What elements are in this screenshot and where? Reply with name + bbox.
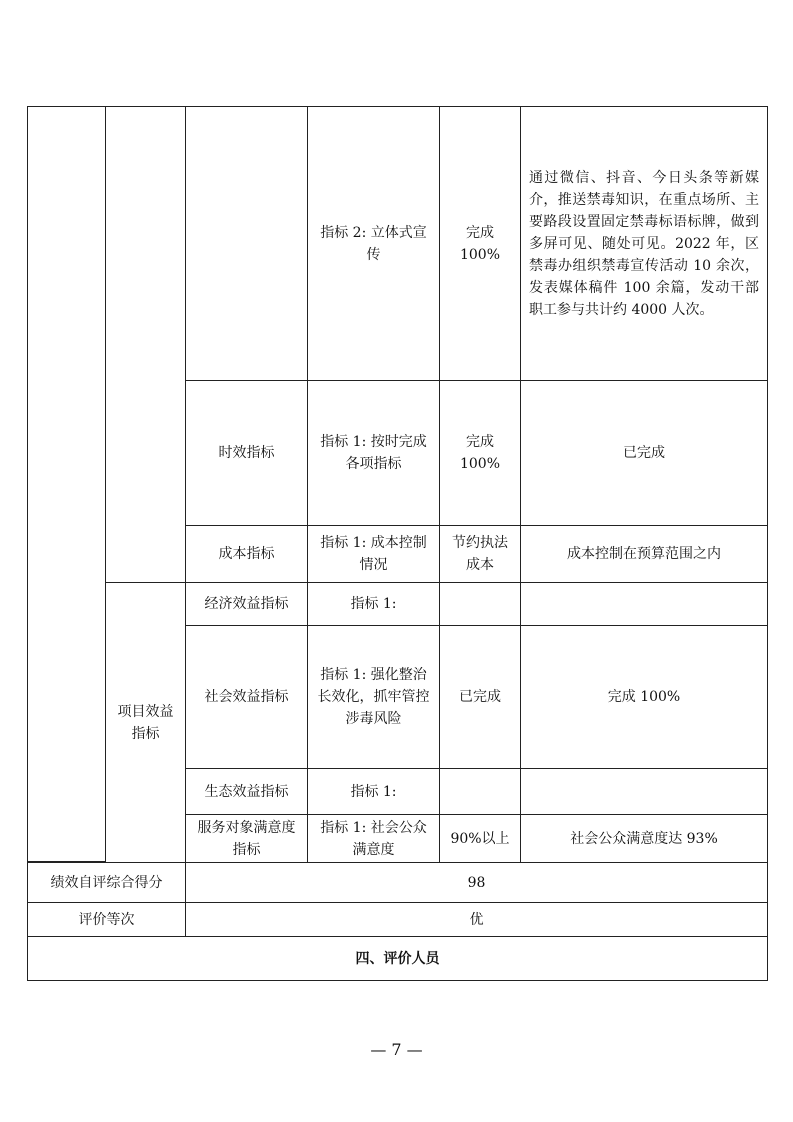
section-heading: 四、评价人员: [355, 950, 440, 967]
publicity-category-cell: [185, 106, 308, 381]
social-result-cell: [520, 625, 768, 769]
section-heading-cell: [27, 936, 768, 981]
economic-indicator-cell: [307, 582, 440, 626]
economic-result-cell: [520, 582, 768, 626]
first-level-column: [27, 106, 106, 862]
cost-indicator-cell: [307, 525, 440, 583]
economic-indicator: 指标 1:: [350, 596, 397, 612]
satisfaction-result: 社会公众满意度达 93%: [570, 830, 718, 847]
ecological-target-cell: [439, 768, 521, 815]
score-label: 绩效自评综合得分: [50, 874, 163, 891]
timeliness-category-cell: [185, 380, 308, 526]
timeliness-result-cell: [520, 380, 768, 526]
economic-category: 经济效益指标: [204, 596, 289, 612]
publicity-result-cell: [520, 106, 768, 381]
social-category: 社会效益指标: [204, 689, 289, 705]
timeliness-result: 已完成: [623, 445, 665, 461]
social-result: 完成 100%: [607, 689, 681, 705]
ecological-result-cell: [520, 768, 768, 815]
publicity-result: 通过微信、抖音、今日头条等新媒介，推送禁毒知识，在重点场所、主要路段设置固定禁毒标语标牌，做到多屏可见、随处可见。2022 年，区禁毒办组织禁毒宣传活动 10 余次，发表媒体稿件 100 余篇，发动干部职工参与共计约 4000 人次。: [529, 169, 759, 318]
economic-target-cell: [439, 582, 521, 626]
satisfaction-target: 90%以上: [450, 830, 510, 847]
cost-result: 成本控制在预算范围之内: [567, 546, 721, 562]
second-level-output-column: [105, 106, 186, 583]
publicity-indicator: 指标 2: 立体式宣传: [320, 224, 427, 263]
cost-target-cell: [439, 525, 521, 583]
ecological-category: 生态效益指标: [204, 783, 289, 800]
satisfaction-category: 服务对象满意度指标: [197, 819, 296, 858]
ecological-category-cell: [185, 768, 308, 815]
satisfaction-result-cell: [520, 814, 768, 863]
publicity-indicator-cell: [307, 106, 440, 381]
timeliness-indicator: 指标 1: 按时完成各项指标: [320, 434, 427, 472]
social-category-cell: [185, 625, 308, 769]
cost-result-cell: [520, 525, 768, 583]
publicity-target-cell: [439, 106, 521, 381]
evaluation-table: [27, 106, 768, 981]
cost-target: 节约执法成本: [452, 535, 508, 573]
satisfaction-category-cell: [185, 814, 308, 863]
cost-category-cell: [185, 525, 308, 583]
social-target: 已完成: [459, 689, 501, 705]
timeliness-indicator-cell: [307, 380, 440, 526]
economic-category-cell: [185, 582, 308, 626]
publicity-target: 完成 100%: [459, 224, 501, 263]
grade-label: 评价等次: [78, 911, 135, 928]
cost-category: 成本指标: [218, 546, 275, 562]
cost-indicator: 指标 1: 成本控制情况: [320, 535, 427, 573]
timeliness-target-cell: [439, 380, 521, 526]
grade-value: 优: [469, 911, 484, 928]
timeliness-category: 时效指标: [218, 445, 275, 461]
benefit-group-label: 项目效益指标: [117, 703, 174, 742]
grade-value-cell: [185, 902, 768, 937]
score-value: 98: [467, 874, 486, 891]
satisfaction-indicator-cell: [307, 814, 440, 863]
benefit-group-cell: [105, 582, 186, 863]
social-target-cell: [439, 625, 521, 769]
timeliness-target: 完成 100%: [459, 434, 501, 472]
ecological-indicator: 指标 1:: [350, 783, 397, 800]
score-value-cell: [185, 862, 768, 903]
satisfaction-target-cell: [439, 814, 521, 863]
score-label-cell: [27, 862, 186, 903]
social-indicator: 指标 1: 强化整治长效化，抓牢管控涉毒风险: [317, 667, 430, 727]
social-indicator-cell: [307, 625, 440, 769]
satisfaction-indicator: 指标 1: 社会公众满意度: [320, 819, 427, 858]
ecological-indicator-cell: [307, 768, 440, 815]
page-number: — 7 —: [370, 1040, 423, 1059]
grade-label-cell: [27, 902, 186, 937]
